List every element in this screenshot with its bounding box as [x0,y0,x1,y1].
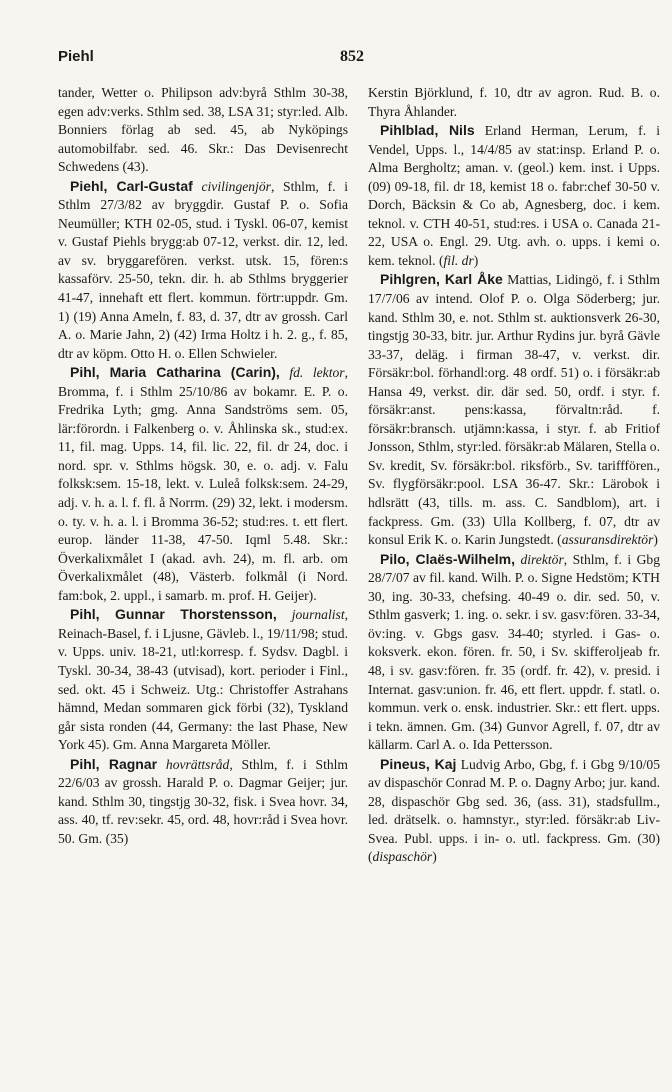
entry-text: Bromma, f. i Sthlm 25/10/86 av bokamr. E. P. o. Fredrika Lyth; gmg. Anna Sandströms sem. 05, lär:förordn. i Falkenberg o. v. Åhlinska sk., stud:ex. 11, fil. mag. Upps. 14, fil. lic. 22, fil. dr 24, doc. i nord. spr. v. Sthlms högsk. 30, e. o. adj. v. Falu folksk:sem. 15-18, lekt. v. Luleå folksk:sem. 24-29, adj. v. h. a. l. f. fl. å Norrm. (29) 32, lekt. i modersm. o. ty. v. h. a. l. i Bromma 36-52; stud:res. t. ett flert. europ. länder 11-38, 47-50. Iqml 5.48. Skr.: Överkalixmålet I (akad. avh. 24), m. fl. arb. om Överkalixmålet (48), Västerb. folkmål (i Nord. fam:bok, 2. uppl., i samarb. m. prof. H. Geijer). [58,383,348,603]
entry-name: Pihlgren, Karl Åke [380,271,503,288]
entry-pihlblad-nils: Pihlblad, Nils Erland Herman, Lerum, f. i Vendel, Upps. l., 14/4/85 av stat:insp. Erland P. o. Alma Bergholtz; aman. v. (geol.) kem. inst. i Upps. (09) 09-18, fil. dr 18, kemist 18 o. fabr:chef 30-50 v. Dorch, Bäcksin & Co ab, Agnesberg, doc. i kem. teknol. v. CTH 40-51, stud:res. i USA o. Canada 21-22, USA o. Engl. 29. Utg. avh. o. upps. i kemi o. kem. teknol. (fil. dr) [368,122,661,268]
entry-name: Pihl, Ragnar [70,755,158,772]
entry-title: fil. dr [443,252,474,268]
entry-continuation: Kerstin Björklund, f. 10, dtr av agron. Rud. B. o. Thyra Åhlander. [368,85,660,119]
entry-pihl-ragnar: Pihl, Ragnar hovrättsråd, Sthlm, f. i Sthlm 22/6/03 av grossh. Harald P. o. Dagmar Geijer; jur. kand. Sthlm 30, tingstjg 30-32, fisk. i Svea hovr. 34, ass. 40, tf. rev:sekr. 45, ord. 48, hovr:råd i Svea hovr. 50. Gm. (35) [58,755,349,846]
entry-name: Pihl, Gunnar Thorstensson, [70,606,277,623]
entry-text: Erland Herman, Lerum, f. i Vendel, Upps. l., 14/4/85 av stat:insp. Erland P. o. Alma Bergholtz; aman. v. (geol.) kem. inst. i Upps. (09) 09-18, fil. dr 18, kemist 18 o. fabr:chef 30-50 v. Dorch, Bäcksin & Co ab, Agnesberg, doc. i kem. teknol. v. CTH 40-51, stud:res. i USA o. Canada 21-22, USA o. Engl. 29. Utg. avh. o. upps. i kemi o. kem. teknol. [368,123,661,268]
right-column [368,84,660,867]
entry-name: Piehl, Carl-Gustaf [70,177,193,194]
entry-pihl-gunnar: Pihl, Gunnar Thorstensson, journalist, Reinach-Basel, f. i Ljusne, Gävleb. l., 19/11/98; stud. v. Upps. univ. 18-21, utl:korresp. f. Sydsv. Dagbl. i Tyskl. 30-34, 38-43 (utvisad), kort. perioder i Finl., sed. okt. 45 i Schweiz. Utg.: Christoffer Astrahans hämnd, Medan sommaren gick förbi (32), Tyskland går sista ronden (44, Germany: the last Phase, New York 45). Gm. Anna Margareta Möller. [58,606,348,753]
entry-continuation: tander, Wetter o. Philipson adv:byrå Sthlm 30-38, egen adv:verks. Sthlm sed. 38, LSA 31; styr:led. Alb. Bonniers förlag ab sed. 45, ab Nyköpings automobilfabr. sed. 46. Skr.: Das Devisenrecht Schwedens (43). [58,85,348,175]
entry-pineus-kaj: Pineus, Kaj Ludvig Arbo, Gbg, f. i Gbg 9/10/05 av dispaschör Conrad M. P. o. Dagny Arbo; jur. kand. 28, dispaschör Gbg sed. 36, (ass. 31), stadsfullm., led. drätselk. o. hamnstyr., styr:led. försäkr:ab Liv-Svea. Publ. upps. i in- o. utl. fackpress. Gm. (30) (dispaschör) [368,755,660,865]
entry-text: Ludvig Arbo, Gbg, f. i Gbg 9/10/05 av dispaschör Conrad M. P. o. Dagny Arbo; jur. kand. 28, dispaschör Gbg sed. 36, (ass. 31), stadsfullm., led. drätselk. o. hamnstyr., styr:led. försäkr:ab Liv-Svea. Publ. upps. i in- o. utl. fackpress. Gm. (30) [368,756,660,846]
running-head: Piehl [58,48,94,65]
entry-text: Sthlm, f. i Sthlm 22/6/03 av grossh. Harald P. o. Dagmar Geijer; jur. kand. Sthlm 30, tingstjg 30-32, fisk. i Svea hovr. 34, ass. 40, tf. rev:sekr. 45, ord. 48, hovr:råd i Svea hovr. 50. Gm. (35) [58,756,349,846]
entry-title: hovrättsråd [165,756,230,772]
entry-text: Reinach-Basel, f. i Ljusne, Gävleb. l., 19/11/98; stud. v. Upps. univ. 18-21, utl:korresp. f. Sydsv. Dagbl. i Tyskl. 30-34, 38-43 (utvisad), kort. perioder i Finl., sed. okt. 45 i Schweiz. Utg.: Christoffer Astrahans hämnd, Medan sommaren gick förbi (32), Tyskland går sista ronden (44, Germany: the last Phase, New York 45). Gm. Anna Margareta Möller. [58,625,348,753]
left-column [58,84,348,848]
entry-piehl-carl-gustaf: Piehl, Carl-Gustaf civilingenjör, Sthlm, f. i Sthlm 27/3/82 av bryggdir. Gustaf P. o. Sofia Neumüller; KTH 02-05, stud. i Tyskl. 06-07, kemist v. Gustaf Piehls brygg:ab 07-12, verkst. dir. 12, led. av sv. bryggarefören. verkst. utsk. 15, fören:s kassaförv. 25-50, tekn. dir. h. ab Sthlms bryggerier 41-47, innehaft ett flert. kommun. förtr:uppdr. Gm. 1) (19) Anna Ameln, f. 83, d. 37, dtr av grossh. Carl A. o. Marie Jahn, 2) (42) Irma Holtz i h. 2. g., f. 85, dtr av köpm. Otto H. o. Ellen Schwieler. [58,177,349,361]
entry-title: direktör [520,551,564,567]
entry-title: dispaschör [372,849,433,865]
entry-text: Sthlm, f. i Gbg 28/7/07 av fil. kand. Wilh. P. o. Signe Hedstöm; KTH 30, ing. 30-33, chefsing. 40-49 o. dir. sed. 50, v. Sthlm gasverk; 1. ing. o. sekr. i sv. gasv:fören. 33-34, öv:ing. v. Gbgs gasv. 34-40; styrled. i Gas- o. koksverk. ekon. fören. fr. 50, i Sv. skifferoljeab fr. 48, i sv. gasv:fören. fr. 35 (ordf. fr. 42), v. presid. i Internat. gasv:union. fr. 46, ett flert. uppdr. f. statl. o. kommun. verk o. ensk. industrier. Skr.: ett flert. upps. i tekn. ämnen. Gm. (34) Gunvor Agrell, f. 07, dtr av källarm. Carl A. o. Ida Pettersson. [368,551,661,753]
entry-name: Pineus, Kaj [380,755,457,772]
page-header [58,48,632,72]
entry-title: civilingenjör [201,178,271,194]
page-number: 852 [340,48,364,65]
entry-name: Pilo, Claës-Wilhelm, [380,550,515,567]
entry-pilo-claes-wilhelm: Pilo, Claës-Wilhelm, direktör, Sthlm, f. i Gbg 28/7/07 av fil. kand. Wilh. P. o. Signe Hedstöm; KTH 30, ing. 30-33, chefsing. 40-49 o. dir. sed. 50, v. Sthlm gasverk; 1. ing. o. sekr. i sv. gasv:fören. 33-34, öv:ing. v. Gbgs gasv. 34-40; styrled. i Gas- o. koksverk. ekon. fören. fr. 50, i Sv. skifferoljeab fr. 48, i sv. gasv:fören. fr. 35 (ordf. fr. 42), v. presid. i Internat. gasv:union. fr. 46, ett flert. uppdr. f. statl. o. kommun. verk o. ensk. industrier. Skr.: ett flert. upps. i tekn. ämnen. Gm. (34) Gunvor Agrell, f. 07, dtr av källarm. Carl A. o. Ida Pettersson. [368,550,661,753]
entry-title: fd. lektor [289,365,345,381]
entry-pihl-carin: Pihl, Maria Catharina (Carin), fd. lektor, Bromma, f. i Sthlm 25/10/86 av bokamr. E. P. o. Fredrika Lyth; gmg. Anna Sandströms sem. 05, lär:förordn. i Falkenberg o. v. Åhlinska sk., stud:ex. 11, fil. mag. Upps. 14, fil. lic. 22, fil. dr 24, doc. i nord. spr. v. Sthlms högsk. 30, e. o. adj. v. Falu folksk:sem. 15-18, lekt. v. Luleå folksk:sem. 24-29, adj. v. h. a. l. f. fl. å Norrm. (29) 32, lekt. i modersm. o. ty. v. h. a. l. i Bromma 36-52; stud:res. t. ett flert. europ. länder 11-38, 47-50. Iqml 5.48. Skr.: Överkalixmålet I (akad. avh. 24), m. fl. arb. om Överkalixmålet (48), Västerb. folkmål (i Nord. fam:bok, 2. uppl., i samarb. m. prof. H. Geijer). [58,364,348,603]
entry-title: assuransdirektör [561,532,654,548]
entry-name: Pihl, Maria Catharina (Carin), [70,364,280,381]
entry-title: journalist [291,607,345,623]
entry-pihlgren-ake: Pihlgren, Karl Åke Mattias, Lidingö, f. i Sthlm 17/7/06 av intend. Olof P. o. Olga Söderberg; jur. kand. Sthlm 30, e. not. Sthlm st. auktionsverk 26-30, tingstjg 30-33, bitr. jur. Arthur Rydins jur. byrå Gävle 33-37, deläg. i firman 38-47, v. verkst. dir. Försäkr:bol. förhandl:org. 48 ordf. 51) o. i försäkr:ab Hansa 49, verkst. dir. där sed. 50, ordf. i styr. f. försäkr:anst. pens:kassa, förvaltn:råd. f. försäkr:bransch. utjämn:kassa, i styr. f. ab Fritiof Jonsson, Sthlm, styr:led. försäkr:ab Mälaren, Stella o. Sv. kredit, Sv. försäkr:bol. riksförb., Sv. tarifffören., Sv. flygförsäkr:pool. LSA 36-47. Skr.: Lärobok i hdlsrätt (43, tills. m. ass. C. Sandblom), art. i fackpress. Gm. (33) Ulla Kollberg, f. 07, dtr av konsul Erik K. o. Karin Jungstedt. (assuransdirektör) [368,271,660,548]
entry-text: Sthlm, f. i Sthlm 27/3/82 av bryggdir. Gustaf P. o. Sofia Neumüller; KTH 02-05, stud. i Tyskl. 06-07, kemist v. Gustaf Piehls brygg:ab 07-12, verkst. dir. 12, led. av sv. bryggarefören. verkst. utsk. 15, fören:s kassaförv. 25-50, tekn. dir. h. ab Sthlms bryggerier 41-47, innehaft ett flert. kommun. förtr:uppdr. Gm. 1) (19) Anna Ameln, f. 83, d. 37, dtr av grossh. Carl A. o. Marie Jahn, 2) (42) Irma Holtz i h. 2. g., f. 85, dtr av köpm. Otto H. o. Ellen Schwieler. [58,178,349,361]
entry-name: Pihlblad, Nils [380,122,475,139]
entry-text: Mattias, Lidingö, f. i Sthlm 17/7/06 av intend. Olof P. o. Olga Söderberg; jur. kand. Sthlm 30, e. not. Sthlm st. auktionsverk 26-30, tingstjg 30-33, bitr. jur. Arthur Rydins jur. byrå Gävle 33-37, deläg. i firman 38-47, v. verkst. dir. Försäkr:bol. förhandl:org. 48 ordf. 51) o. i försäkr:ab Hansa 49, verkst. dir. där sed. 50, ordf. i styr. f. försäkr:anst. pens:kassa, förvaltn:råd. f. försäkr:bransch. utjämn:kassa, i styr. f. ab Fritiof Jonsson, Sthlm, styr:led. försäkr:ab Mälaren, Stella o. Sv. kredit, Sv. försäkr:bol. riksförb., Sv. tarifffören., Sv. flygförsäkr:pool. LSA 36-47. Skr.: Lärobok i hdlsrätt (43, tills. m. ass. C. Sandblom), art. i fackpress. Gm. (33) Ulla Kollberg, f. 07, dtr av konsul Erik K. o. Karin Jungstedt. [368,272,660,548]
